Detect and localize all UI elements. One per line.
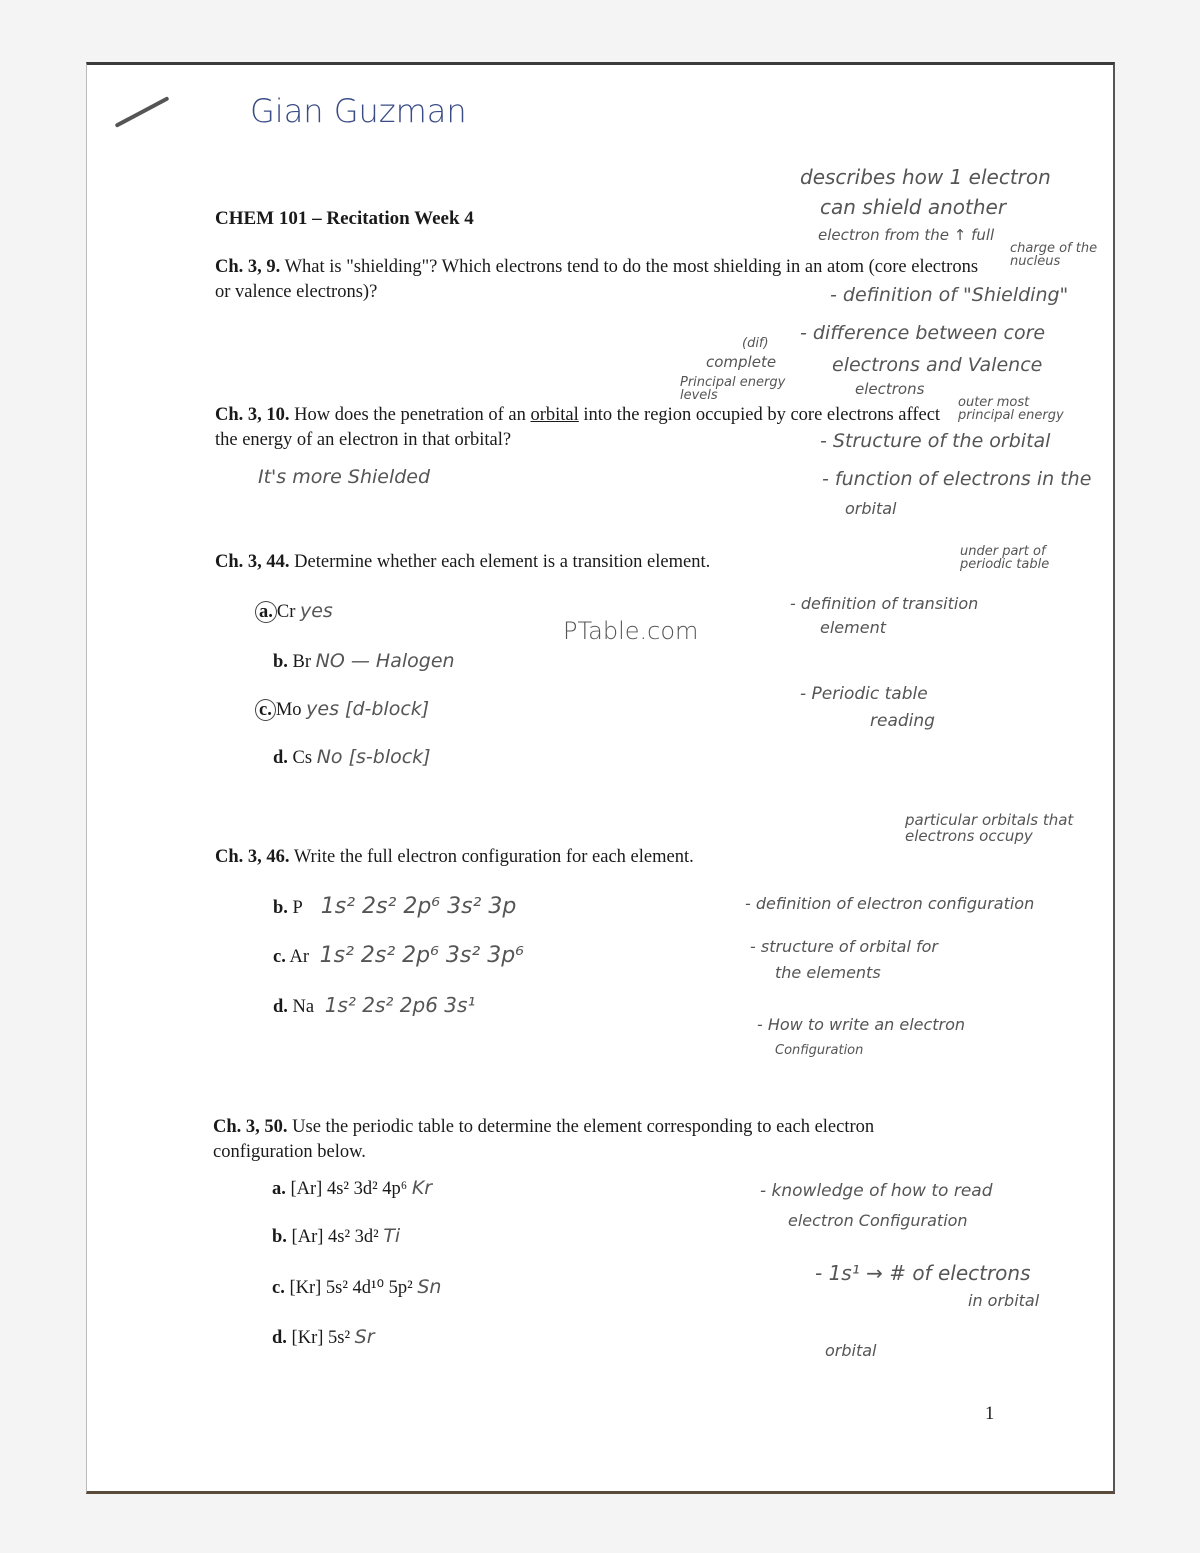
answer: yes xyxy=(300,600,333,622)
answer: 1s² 2s² 2p⁶ 3s² 3p⁶ xyxy=(319,943,524,968)
item-d xyxy=(273,746,431,771)
note-diff-1: - difference between core xyxy=(800,322,1046,344)
item-label: d. xyxy=(273,997,288,1017)
item-label: b. xyxy=(273,652,288,672)
note-under-part: under part of periodic table xyxy=(960,544,1050,572)
answer: No [s-block] xyxy=(316,746,431,768)
note-in-orbital: in orbital xyxy=(968,1291,1040,1310)
item-label: b. xyxy=(272,1227,287,1247)
note-knowledge-1: - knowledge of how to read xyxy=(760,1181,993,1201)
item-label: d. xyxy=(272,1328,287,1348)
element: Br xyxy=(292,652,312,672)
question-label: Ch. 3, 10. xyxy=(215,405,290,425)
item-label: c. xyxy=(273,947,286,967)
item-label: c. xyxy=(255,699,276,721)
config-item-b xyxy=(272,1225,400,1250)
question-3-50 xyxy=(213,1115,943,1165)
question-text: What is "shielding"? Which electrons tend to do the most shielding in an atom (core electrons or valence electrons)? xyxy=(215,257,979,302)
config-na xyxy=(273,994,475,1020)
config: [Ar] 4s² 3d² 4p⁶ xyxy=(290,1179,408,1199)
note-principal: Principal energy levels xyxy=(680,375,786,403)
item-c xyxy=(255,698,429,723)
config: [Kr] 5s² xyxy=(291,1328,351,1348)
config: [Ar] 4s² 3d² xyxy=(291,1227,379,1247)
note-def-transition-2: element xyxy=(820,618,886,637)
note-periodic-2: reading xyxy=(870,711,935,731)
note-shield-desc-2: can shield another xyxy=(820,195,1007,219)
page-title: CHEM 101 – Recitation Week 4 xyxy=(215,208,474,229)
answer: Sn xyxy=(417,1276,442,1298)
note-outer: outer most principal energy xyxy=(958,395,1064,423)
note-diff-2: electrons and Valence xyxy=(832,354,1043,376)
note-shield-desc-1: describes how 1 electron xyxy=(800,165,1051,189)
config-p xyxy=(273,896,516,921)
element: Ar xyxy=(289,947,309,967)
ptable-note: PTable.com xyxy=(563,617,699,645)
note-particular: particular orbitals that electrons occupy xyxy=(905,811,1074,845)
note-structure: - Structure of the orbital xyxy=(820,430,1051,452)
item-label: b. xyxy=(273,898,288,918)
note-periodic-1: - Periodic table xyxy=(800,684,928,704)
note-structure-orb-1: - structure of orbital for xyxy=(750,937,938,956)
underlined-word: orbital xyxy=(530,405,579,425)
note-def-shielding: - definition of "Shielding" xyxy=(830,284,1069,306)
config-ar xyxy=(273,945,524,970)
answer: 1s² 2s² 2p⁶ 3s² 3p xyxy=(320,894,517,919)
item-label: d. xyxy=(273,748,288,768)
page-number: 1 xyxy=(985,1404,995,1424)
note-orbital: orbital xyxy=(825,1341,877,1360)
question-label: Ch. 3, 44. xyxy=(215,552,290,572)
config-item-a xyxy=(272,1177,432,1202)
answer: Ti xyxy=(383,1225,401,1247)
answer: 1s² 2s² 2p6 3s¹ xyxy=(324,993,476,1017)
note-function-2: orbital xyxy=(845,499,897,518)
item-a xyxy=(255,600,333,625)
item-label: a. xyxy=(272,1179,286,1199)
note-shield-desc-3: electron from the ↑ full xyxy=(818,226,995,244)
item-label: a. xyxy=(255,601,277,623)
answer-3-10: It's more Shielded xyxy=(258,466,431,488)
answer: NO — Halogen xyxy=(315,650,455,672)
item-label: c. xyxy=(272,1278,285,1298)
question-text: into the region occupied by core electrons affect the energy of an electron in that orbital? xyxy=(215,405,941,450)
question-text: Use the periodic table to determine the element corresponding to each electron configuration below. xyxy=(213,1117,875,1162)
element: Mo xyxy=(275,700,302,720)
element: Cr xyxy=(276,602,296,622)
question-text: Write the full electron configuration for each element. xyxy=(293,847,694,867)
config-item-c xyxy=(272,1276,441,1301)
student-name: Gian Guzman xyxy=(250,92,467,130)
note-shield-charge: charge of the nucleus xyxy=(1010,241,1098,269)
question-3-46 xyxy=(215,845,694,870)
answer: yes [d-block] xyxy=(306,698,430,720)
config: [Kr] 5s² 4d¹⁰ 5p² xyxy=(289,1278,413,1298)
answer: Sr xyxy=(354,1326,375,1348)
note-def-config: - definition of electron configuration xyxy=(745,894,1035,913)
note-def-transition-1: - definition of transition xyxy=(790,594,979,613)
element: Na xyxy=(292,997,315,1017)
question-text: Determine whether each element is a transition element. xyxy=(294,552,711,572)
item-b xyxy=(273,650,455,675)
question-label: Ch. 3, 50. xyxy=(213,1117,288,1137)
note-knowledge-2: electron Configuration xyxy=(788,1211,968,1230)
question-3-44 xyxy=(215,550,710,575)
question-label: Ch. 3, 46. xyxy=(215,847,290,867)
note-structure-orb-2: the elements xyxy=(775,963,881,982)
element: P xyxy=(292,898,303,918)
element: Cs xyxy=(292,748,313,768)
config-item-d xyxy=(272,1326,375,1351)
note-complete: complete xyxy=(706,353,777,371)
answer: Kr xyxy=(411,1177,433,1199)
note-1s1: - 1s¹ → # of electrons xyxy=(815,1261,1031,1285)
question-text: How does the penetration of an xyxy=(294,405,531,425)
note-dif-label: (dif) xyxy=(742,336,769,351)
note-diff-3: electrons xyxy=(855,380,925,398)
question-label: Ch. 3, 9. xyxy=(215,257,281,277)
note-how-write-2: Configuration xyxy=(775,1043,864,1058)
note-how-write-1: - How to write an electron xyxy=(757,1015,966,1034)
note-function-1: - function of electrons in the xyxy=(822,468,1092,490)
